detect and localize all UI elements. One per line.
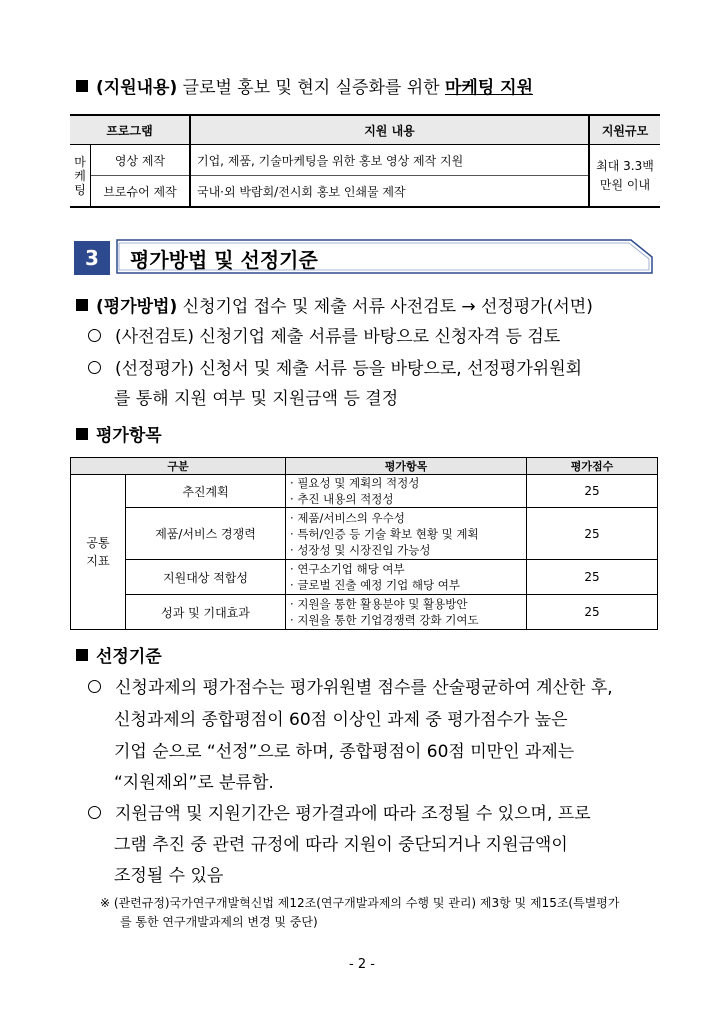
evaluation-group: 공통 지표 xyxy=(71,475,126,630)
criteria-item-cont: “지원제외”로 분류함. xyxy=(114,773,274,793)
criteria-item-cont: 기업 순으로 “선정”으로 하며, 종합평점이 60점 미만인 과제는 xyxy=(114,742,575,762)
support-scale: 최대 3.3백만원 이내 xyxy=(589,145,660,208)
regulation-note: ※ (관련규정)국가연구개발혁신법 제12조(연구개발과제의 수행 및 관리) 제3항 및 제15조(특별평가 xyxy=(100,896,620,910)
circle-bullet-icon xyxy=(88,806,101,819)
evaluation-items: · 필요성 및 계획의 적정성 · 추진 내용의 적정성 xyxy=(286,475,527,508)
square-bullet-icon xyxy=(76,80,88,92)
method-heading: (평가방법) 신청기업 접수 및 제출 서류 사전검토 → 선정평가(서면) xyxy=(76,294,593,320)
criteria-heading: 선정기준 xyxy=(76,644,162,670)
regulation-note-cont: 를 통한 연구개발과제의 변경 및 중단) xyxy=(120,915,318,929)
criteria-item: 지원금액 및 지원기간은 평가결과에 따라 조정될 수 있으며, 프로 xyxy=(88,801,591,827)
support-heading: (지원내용) 글로벌 홍보 및 현지 실증화를 위한 마케팅 지원 xyxy=(76,76,533,100)
method-item: (선정평가) 신청서 및 제출 서류 등을 바탕으로, 선정평가위원회 xyxy=(88,356,582,382)
circle-bullet-icon xyxy=(88,680,101,693)
square-bullet-icon xyxy=(76,299,88,311)
section-number: 3 xyxy=(74,241,110,275)
page-number: - 2 - xyxy=(349,957,375,972)
evaluation-table: 구분 평가항목 평가점수 공통 지표 추진계획 · 필요성 및 계획의 적정성 · 추진 내용의 적정성 25 제품/서비스 경쟁력 · 제품/서비스의 우수성 · 특허/인증 등 기술 확보 현황 및 계획 · 성장성 및 시장진입 가능성 25 지원대상 적합성 · 연구소기업 해당 여부 · 글로벌 진출 예정 기업 해당 여부 25 성과 및 기대효과 · 지원을 통한 활용분야 및 활용방안 · 지원을 통한 기업경쟁력 강화 기여도 25 xyxy=(70,457,658,630)
square-bullet-icon xyxy=(76,649,88,661)
section-title: 평가방법 및 선정기준 xyxy=(130,248,318,272)
support-program-table: 프로그램 지원 내용 지원규모 마케팅 영상 제작 기업, 제품, 기술마케팅을 위한 홍보 영상 제작 지원 최대 3.3백만원 이내 브로슈어 제작 국내·외 박람회/전시회 홍보 인쇄물 제작 xyxy=(70,114,660,208)
criteria-item: 신청과제의 평가점수는 평가위원별 점수를 산술평균하여 계산한 후, xyxy=(88,675,613,701)
criteria-item-cont: 그램 추진 중 관련 규정에 따라 지원이 중단되거나 지원금액이 xyxy=(114,835,568,855)
criteria-item-cont: 신청과제의 종합평점이 60점 이상인 과제 중 평가점수가 높은 xyxy=(114,710,568,730)
evaluation-heading: 평가항목 xyxy=(76,423,162,449)
circle-bullet-icon xyxy=(88,329,101,342)
method-item: (사전검토) 신청기업 제출 서류를 바탕으로 신청자격 등 검토 xyxy=(88,324,560,350)
square-bullet-icon xyxy=(76,428,88,440)
criteria-item-cont: 조정될 수 있음 xyxy=(114,866,224,886)
evaluation-items: · 지원을 통한 활용분야 및 활용방안 · 지원을 통한 기업경쟁력 강화 기여도 xyxy=(286,595,527,630)
evaluation-items: · 연구소기업 해당 여부 · 글로벌 진출 예정 기업 해당 여부 xyxy=(286,560,527,595)
method-item-cont: 를 통해 지원 여부 및 지원금액 등 결정 xyxy=(114,389,399,409)
evaluation-items: · 제품/서비스의 우수성 · 특허/인증 등 기술 확보 현황 및 계획 · 성장성 및 시장진입 가능성 xyxy=(286,508,527,560)
program-group: 마케팅 xyxy=(70,145,91,208)
circle-bullet-icon xyxy=(88,361,101,374)
